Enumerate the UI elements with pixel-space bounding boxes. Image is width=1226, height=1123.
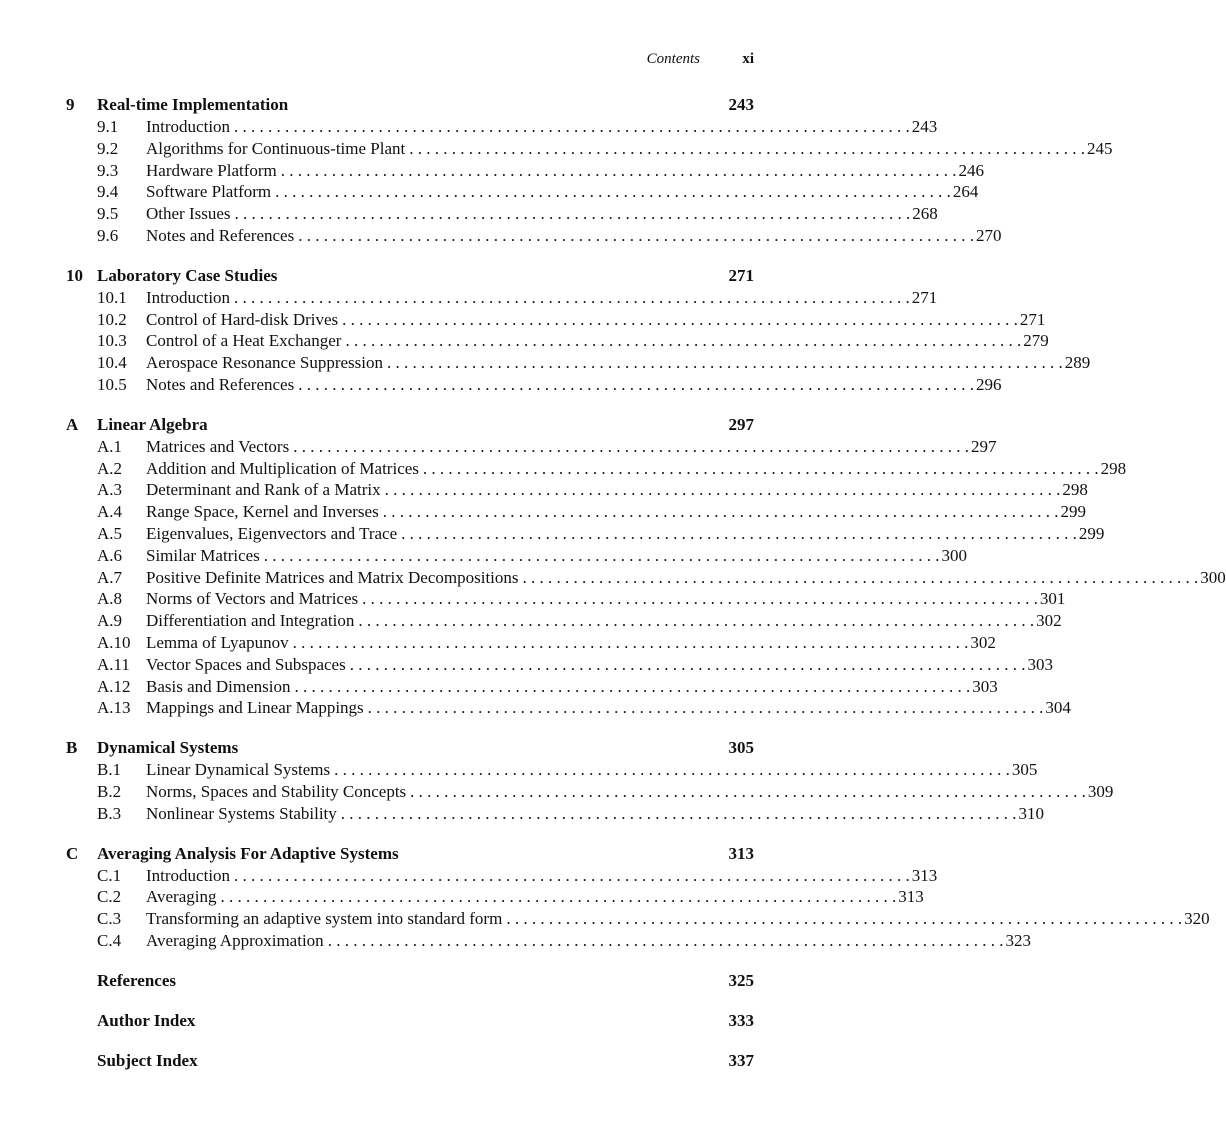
section-title: Introduction <box>146 865 231 885</box>
section-number: A.5 <box>97 523 123 543</box>
dot-leader: . . . . . . . . . . . . . . . . . . . . . . . . . . . . . . . . . . . . . . . . . . . . . . . . . . . . . . . . . . . . . . . . . . . . . . . . . . . . . . . . <box>293 436 969 456</box>
chapter-title: Laboratory Case Studies <box>97 265 278 285</box>
dot-leader: . . . . . . . . . . . . . . . . . . . . . . . . . . . . . . . . . . . . . . . . . . . . . . . . . . . . . . . . . . . . . . . . . . . . . . . . . . . . . . . . <box>409 138 1085 158</box>
section-page: 303 <box>972 676 998 696</box>
toc-chapter-entry[interactable] <box>66 265 754 287</box>
toc-section-entry[interactable] <box>66 781 1114 803</box>
section-page: 296 <box>975 374 1002 394</box>
toc-chapter-entry[interactable] <box>66 1010 754 1032</box>
section-title: Addition and Multiplication of Matrices <box>146 458 419 478</box>
section-line <box>146 501 1086 523</box>
section-line <box>146 632 996 654</box>
section-title: Matrices and Vectors <box>146 436 290 456</box>
chapter-page: 313 <box>728 843 754 863</box>
section-number: 10.4 <box>97 353 127 373</box>
section-page: 279 <box>1023 331 1049 351</box>
dot-leader: . . . . . . . . . . . . . . . . . . . . . . . . . . . . . . . . . . . . . . . . . . . . . . . . . . . . . . . . . . . . . . . . . . . . . . . . . . . . . . . . <box>234 865 910 885</box>
section-number: A.9 <box>97 611 123 631</box>
section-title: Lemma of Lyapunov <box>146 632 289 652</box>
section-number: C.3 <box>97 909 122 929</box>
section-page: 271 <box>911 287 938 307</box>
section-number: A.6 <box>97 545 123 565</box>
chapter-title: Linear Algebra <box>97 414 208 434</box>
dot-leader: . . . . . . . . . . . . . . . . . . . . . . . . . . . . . . . . . . . . . . . . . . . . . . . . . . . . . . . . . . . . . . . . . . . . . . . . . . . . . . . . <box>382 502 1059 522</box>
section-title: Averaging <box>146 887 217 907</box>
section-line <box>146 865 938 887</box>
section-page: 298 <box>1100 458 1127 478</box>
section-page: 300 <box>941 545 968 565</box>
toc-section-entry[interactable] <box>66 203 938 225</box>
table-of-contents <box>66 94 1226 1090</box>
section-number: 10.5 <box>97 374 127 394</box>
section-title: Notes and References <box>146 225 295 245</box>
toc-section-entry[interactable] <box>66 309 1046 331</box>
section-number: A.12 <box>97 676 131 696</box>
section-number: B.2 <box>97 781 122 801</box>
section-page: 297 <box>970 436 997 456</box>
dot-leader: . . . . . . . . . . . . . . . . . . . . . . . . . . . . . . . . . . . . . . . . . . . . . . . . . . . . . . . . . . . . . . . . . . . . . . . . . . . . . . . . <box>367 698 1044 718</box>
chapter-number: B <box>66 738 78 758</box>
section-page: 313 <box>911 865 938 885</box>
section-line <box>146 567 1226 589</box>
toc-chapter <box>66 414 1226 719</box>
toc-section-entry[interactable] <box>66 697 1071 719</box>
section-line <box>146 374 1002 396</box>
toc-chapter <box>66 1010 754 1032</box>
section-title: Hardware Platform <box>146 160 277 180</box>
section-line <box>146 458 1127 480</box>
toc-chapter <box>66 265 1091 396</box>
section-line <box>146 523 1105 545</box>
toc-section-entry[interactable] <box>66 803 1045 825</box>
toc-chapter-entry[interactable] <box>66 414 754 436</box>
section-line <box>146 181 979 203</box>
toc-section-entry[interactable] <box>66 287 938 309</box>
section-page: 264 <box>952 182 979 202</box>
section-page: 304 <box>1045 698 1071 718</box>
chapter-number: C <box>66 843 79 863</box>
section-line <box>146 697 1071 719</box>
section-line <box>146 309 1046 331</box>
section-number: B.3 <box>97 803 122 823</box>
toc-chapter-entry[interactable] <box>66 843 754 865</box>
dot-leader: . . . . . . . . . . . . . . . . . . . . . . . . . . . . . . . . . . . . . . . . . . . . . . . . . . . . . . . . . . . . . . . . . . . . . . . . . . . . . . . . <box>340 803 1017 823</box>
section-page: 300 <box>1200 567 1226 587</box>
section-number: A.2 <box>97 458 123 478</box>
toc-section-entry[interactable] <box>66 160 985 182</box>
section-title: Transforming an adaptive system into standard form <box>146 909 503 929</box>
chapter-page: 325 <box>728 970 754 990</box>
dot-leader: . . . . . . . . . . . . . . . . . . . . . . . . . . . . . . . . . . . . . . . . . . . . . . . . . . . . . . . . . . . . . . . . . . . . . . . . . . . . . . . . <box>362 589 1038 609</box>
section-title: Algorithms for Continuous-time Plant <box>146 138 406 158</box>
section-page: 299 <box>1078 523 1105 543</box>
section-page: 310 <box>1018 803 1045 823</box>
section-title: Control of Hard-disk Drives <box>146 309 339 329</box>
toc-section-entry[interactable] <box>66 610 1062 632</box>
section-title: Aerospace Resonance Suppression <box>146 353 383 373</box>
chapter-title: Author Index <box>97 1010 196 1030</box>
toc-chapter <box>66 94 1113 247</box>
chapter-title: Subject Index <box>97 1050 198 1070</box>
toc-section-entry[interactable] <box>66 588 1066 610</box>
chapter-number: 10 <box>66 265 83 285</box>
section-title: Nonlinear Systems Stability <box>146 803 337 823</box>
section-number: 9.1 <box>97 117 119 136</box>
section-number: C.2 <box>97 887 122 907</box>
section-title: Mappings and Linear Mappings <box>146 698 364 718</box>
section-page: 289 <box>1064 353 1091 373</box>
dot-leader: . . . . . . . . . . . . . . . . . . . . . . . . . . . . . . . . . . . . . . . . . . . . . . . . . . . . . . . . . . . . . . . . . . . . . . . . . . . . . . . . <box>401 523 1077 543</box>
section-number: C.1 <box>97 865 122 885</box>
dot-leader: . . . . . . . . . . . . . . . . . . . . . . . . . . . . . . . . . . . . . . . . . . . . . . . . . . . . . . . . . . . . . . . . . . . . . . . . . . . . . . . . <box>298 374 974 394</box>
section-page: 323 <box>1005 930 1031 950</box>
section-page: 299 <box>1060 502 1086 522</box>
section-number: A.11 <box>97 654 130 674</box>
running-head-title: Contents <box>646 51 700 67</box>
dot-leader: . . . . . . . . . . . . . . . . . . . . . . . . . . . . . . . . . . . . . . . . . . . . . . . . . . . . . . . . . . . . . . . . . . . . . . . . . . . . . . . . <box>506 909 1183 929</box>
dot-leader: . . . . . . . . . . . . . . . . . . . . . . . . . . . . . . . . . . . . . . . . . . . . . . . . . . . . . . . . . . . . . . . . . . . . . . . . . . . . . . . . <box>410 781 1086 801</box>
chapter-title: Real-time Implementation <box>97 95 289 114</box>
section-title: Introduction <box>146 287 231 307</box>
section-line <box>146 886 924 908</box>
dot-leader: . . . . . . . . . . . . . . . . . . . . . . . . . . . . . . . . . . . . . . . . . . . . . . . . . . . . . . . . . . . . . . . . . . . . . . . . . . . . . . . . <box>358 611 1035 631</box>
toc-chapter <box>66 970 754 992</box>
section-page: 301 <box>1039 589 1066 609</box>
chapter-page: 243 <box>728 95 754 114</box>
toc-section-entry[interactable] <box>66 523 1105 545</box>
chapter-page: 305 <box>728 738 754 758</box>
toc-section-entry[interactable] <box>66 138 1113 160</box>
section-title: Averaging Approximation <box>146 930 324 950</box>
section-line <box>146 588 1066 610</box>
section-line <box>146 203 938 225</box>
toc-chapter <box>66 737 1114 824</box>
section-line <box>146 803 1045 825</box>
section-line <box>146 479 1088 501</box>
dot-leader: . . . . . . . . . . . . . . . . . . . . . . . . . . . . . . . . . . . . . . . . . . . . . . . . . . . . . . . . . . . . . . . . . . . . . . . . . . . . . . . . <box>220 887 897 907</box>
toc-chapter-entry[interactable] <box>66 970 754 992</box>
section-title: Norms of Vectors and Matrices <box>146 589 359 609</box>
section-page: 303 <box>1027 654 1053 674</box>
toc-section-entry[interactable] <box>66 225 1002 247</box>
section-line <box>146 287 938 309</box>
section-title: Positive Definite Matrices and Matrix Decompositions <box>146 567 519 587</box>
section-number: 10.3 <box>97 331 127 351</box>
section-line <box>146 930 1031 952</box>
section-number: 9.6 <box>97 225 119 245</box>
section-number: B.1 <box>97 760 122 780</box>
section-title: Software Platform <box>146 182 272 202</box>
section-number: C.4 <box>97 930 122 950</box>
section-page: 245 <box>1087 138 1113 158</box>
section-number: A.8 <box>97 589 123 609</box>
section-line <box>146 759 1038 781</box>
running-head-page-number: xi <box>742 51 754 67</box>
dot-leader: . . . . . . . . . . . . . . . . . . . . . . . . . . . . . . . . . . . . . . . . . . . . . . . . . . . . . . . . . . . . . . . . . . . . . . . . . . . . . . . . <box>294 676 971 696</box>
toc-section-entry[interactable] <box>66 479 1088 501</box>
toc-chapter <box>66 843 1210 952</box>
toc-section-entry[interactable] <box>66 181 979 203</box>
section-number: 9.5 <box>97 204 119 224</box>
dot-leader: . . . . . . . . . . . . . . . . . . . . . . . . . . . . . . . . . . . . . . . . . . . . . . . . . . . . . . . . . . . . . . . . . . . . . . . . . . . . . . . . <box>298 225 974 245</box>
section-line <box>146 908 1210 930</box>
chapter-title: Dynamical Systems <box>97 738 239 758</box>
section-line <box>146 781 1114 803</box>
section-page: 246 <box>958 160 985 180</box>
section-line <box>146 436 997 458</box>
toc-section-entry[interactable] <box>66 886 924 908</box>
toc-section-entry[interactable] <box>66 458 1127 480</box>
chapter-page: 337 <box>728 1050 754 1070</box>
section-title: Eigenvalues, Eigenvectors and Trace <box>146 523 398 543</box>
section-page: 268 <box>912 204 938 224</box>
toc-section-entry[interactable] <box>66 865 938 887</box>
dot-leader: . . . . . . . . . . . . . . . . . . . . . . . . . . . . . . . . . . . . . . . . . . . . . . . . . . . . . . . . . . . . . . . . . . . . . . . . . . . . . . . . <box>327 930 1004 950</box>
toc-section-entry[interactable] <box>66 930 1031 952</box>
dot-leader: . . . . . . . . . . . . . . . . . . . . . . . . . . . . . . . . . . . . . . . . . . . . . . . . . . . . . . . . . . . . . . . . . . . . . . . . . . . . . . . . <box>349 654 1026 674</box>
dot-leader: . . . . . . . . . . . . . . . . . . . . . . . . . . . . . . . . . . . . . . . . . . . . . . . . . . . . . . . . . . . . . . . . . . . . . . . . . . . . . . . . <box>387 353 1063 373</box>
section-page: 298 <box>1062 480 1088 500</box>
toc-section-entry[interactable] <box>66 116 938 138</box>
dot-leader: . . . . . . . . . . . . . . . . . . . . . . . . . . . . . . . . . . . . . . . . . . . . . . . . . . . . . . . . . . . . . . . . . . . . . . . . . . . . . . . . <box>280 160 957 180</box>
chapter-page: 297 <box>728 414 754 434</box>
toc-section-entry[interactable] <box>66 567 1226 589</box>
section-title: Control of a Heat Exchanger <box>146 331 342 351</box>
toc-chapter-entry[interactable] <box>66 737 754 759</box>
section-title: Vector Spaces and Subspaces <box>146 654 346 674</box>
dot-leader: . . . . . . . . . . . . . . . . . . . . . . . . . . . . . . . . . . . . . . . . . . . . . . . . . . . . . . . . . . . . . . . . . . . . . . . . . . . . . . . . <box>263 545 940 565</box>
toc-section-entry[interactable] <box>66 330 1049 352</box>
toc-chapter-entry[interactable] <box>66 1050 754 1072</box>
toc-chapter <box>66 1050 754 1072</box>
section-line <box>146 116 938 138</box>
section-title: Notes and References <box>146 374 295 394</box>
dot-leader: . . . . . . . . . . . . . . . . . . . . . . . . . . . . . . . . . . . . . . . . . . . . . . . . . . . . . . . . . . . . . . . . . . . . . . . . . . . . . . . . <box>345 331 1022 351</box>
toc-section-entry[interactable] <box>66 352 1091 374</box>
section-title: Other Issues <box>146 204 231 224</box>
section-number: A.4 <box>97 502 123 522</box>
section-line <box>146 352 1091 374</box>
chapter-number: A <box>66 414 79 434</box>
section-title: Differentiation and Integration <box>146 611 355 631</box>
dot-leader: . . . . . . . . . . . . . . . . . . . . . . . . . . . . . . . . . . . . . . . . . . . . . . . . . . . . . . . . . . . . . . . . . . . . . . . . . . . . . . . . <box>522 567 1199 587</box>
toc-section-entry[interactable] <box>66 676 998 698</box>
section-line <box>146 138 1113 160</box>
dot-leader: . . . . . . . . . . . . . . . . . . . . . . . . . . . . . . . . . . . . . . . . . . . . . . . . . . . . . . . . . . . . . . . . . . . . . . . . . . . . . . . . <box>234 287 910 307</box>
section-number: 9.4 <box>97 182 119 202</box>
toc-chapter-entry[interactable] <box>66 94 754 116</box>
toc-section-entry[interactable] <box>66 759 1038 781</box>
dot-leader: . . . . . . . . . . . . . . . . . . . . . . . . . . . . . . . . . . . . . . . . . . . . . . . . . . . . . . . . . . . . . . . . . . . . . . . . . . . . . . . . <box>234 204 911 224</box>
section-title: Determinant and Rank of a Matrix <box>146 480 381 500</box>
chapter-number: 9 <box>66 95 75 114</box>
toc-section-entry[interactable] <box>66 654 1053 676</box>
section-line <box>146 330 1049 352</box>
section-line <box>146 225 1002 247</box>
dot-leader: . . . . . . . . . . . . . . . . . . . . . . . . . . . . . . . . . . . . . . . . . . . . . . . . . . . . . . . . . . . . . . . . . . . . . . . . . . . . . . . . <box>275 182 951 202</box>
section-page: 305 <box>1011 760 1038 780</box>
section-number: A.13 <box>97 698 131 718</box>
dot-leader: . . . . . . . . . . . . . . . . . . . . . . . . . . . . . . . . . . . . . . . . . . . . . . . . . . . . . . . . . . . . . . . . . . . . . . . . . . . . . . . . <box>422 458 1099 478</box>
section-title: Basis and Dimension <box>146 676 291 696</box>
chapter-page: 271 <box>728 265 754 285</box>
dot-leader: . . . . . . . . . . . . . . . . . . . . . . . . . . . . . . . . . . . . . . . . . . . . . . . . . . . . . . . . . . . . . . . . . . . . . . . . . . . . . . . . <box>384 480 1061 500</box>
section-page: 271 <box>1019 309 1046 329</box>
toc-section-entry[interactable] <box>66 436 997 458</box>
section-number: 10.2 <box>97 309 127 329</box>
toc-section-entry[interactable] <box>66 908 1210 930</box>
section-line <box>146 545 968 567</box>
section-line <box>146 654 1053 676</box>
toc-section-entry[interactable] <box>66 501 1086 523</box>
section-line <box>146 676 998 698</box>
toc-section-entry[interactable] <box>66 374 1002 396</box>
section-number: A.3 <box>97 480 123 500</box>
toc-section-entry[interactable] <box>66 632 996 654</box>
section-number: A.10 <box>97 632 131 652</box>
section-line <box>146 160 985 182</box>
section-page: 320 <box>1184 909 1210 929</box>
section-title: Similar Matrices <box>146 545 260 565</box>
section-page: 309 <box>1087 781 1114 801</box>
section-number: 9.3 <box>97 160 119 180</box>
section-title: Range Space, Kernel and Inverses <box>146 502 379 522</box>
section-number: 9.2 <box>97 138 119 158</box>
section-page: 243 <box>911 117 938 136</box>
dot-leader: . . . . . . . . . . . . . . . . . . . . . . . . . . . . . . . . . . . . . . . . . . . . . . . . . . . . . . . . . . . . . . . . . . . . . . . . . . . . . . . . <box>342 309 1018 329</box>
running-head <box>66 51 754 71</box>
section-page: 313 <box>898 887 924 907</box>
section-number: A.1 <box>97 436 123 456</box>
section-page: 270 <box>975 225 1002 245</box>
chapter-title: Averaging Analysis For Adaptive Systems <box>97 843 399 863</box>
dot-leader: . . . . . . . . . . . . . . . . . . . . . . . . . . . . . . . . . . . . . . . . . . . . . . . . . . . . . . . . . . . . . . . . . . . . . . . . . . . . . . . . <box>334 760 1010 780</box>
chapter-page: 333 <box>728 1010 754 1030</box>
section-number: A.7 <box>97 567 123 587</box>
section-title: Norms, Spaces and Stability Concepts <box>146 781 407 801</box>
section-page: 302 <box>970 632 996 652</box>
section-title: Introduction <box>146 117 231 136</box>
section-page: 302 <box>1036 611 1062 631</box>
dot-leader: . . . . . . . . . . . . . . . . . . . . . . . . . . . . . . . . . . . . . . . . . . . . . . . . . . . . . . . . . . . . . . . . . . . . . . . . . . . . . . . . <box>234 117 910 136</box>
chapter-title: References <box>97 970 176 990</box>
section-number: 10.1 <box>97 287 127 307</box>
section-line <box>146 610 1062 632</box>
dot-leader: . . . . . . . . . . . . . . . . . . . . . . . . . . . . . . . . . . . . . . . . . . . . . . . . . . . . . . . . . . . . . . . . . . . . . . . . . . . . . . . . <box>292 632 969 652</box>
section-title: Linear Dynamical Systems <box>146 760 331 780</box>
toc-section-entry[interactable] <box>66 545 968 567</box>
